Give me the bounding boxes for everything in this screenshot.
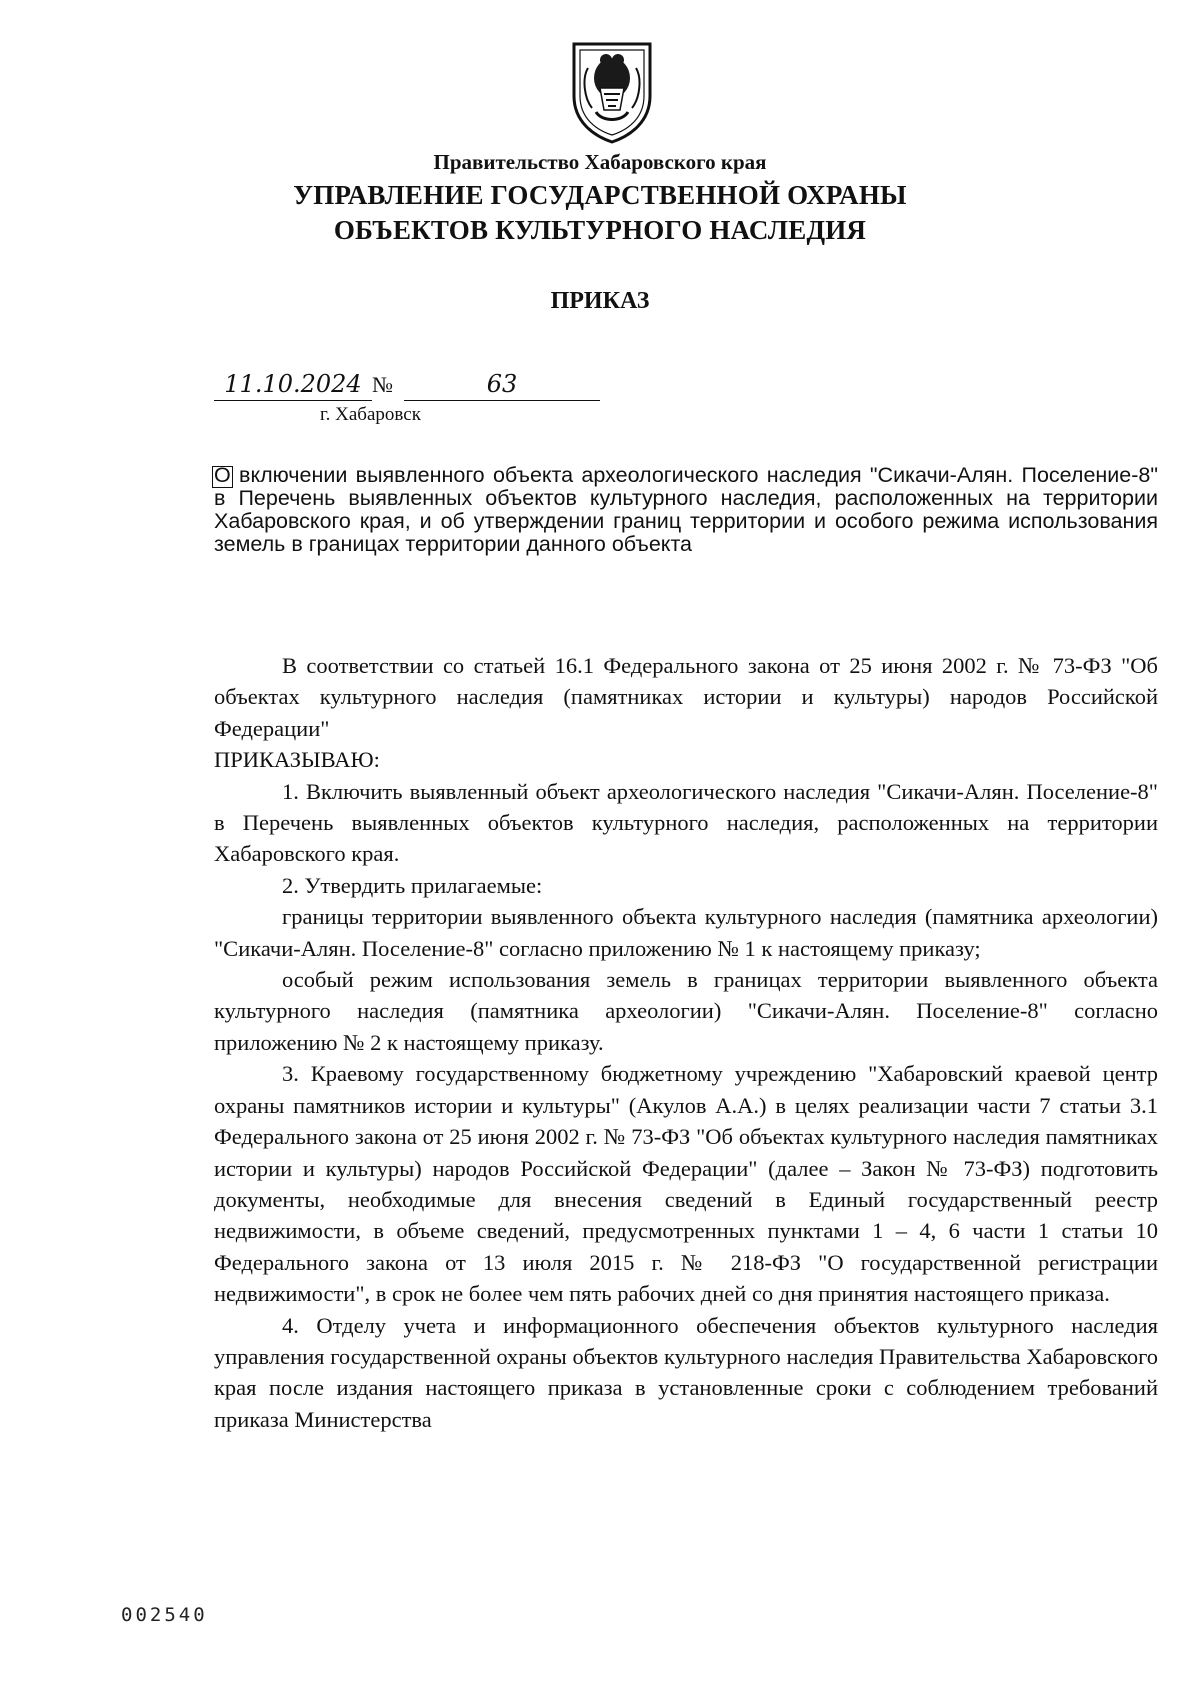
item-2-paragraph: 2. Утвердить прилагаемые:: [282, 872, 543, 898]
order-number: 63: [404, 368, 600, 401]
order-word: ПРИКАЗЫВАЮ:: [214, 747, 380, 773]
department-name-line1: УПРАВЛЕНИЕ ГОСУДАРСТВЕННОЙ ОХРАНЫ: [293, 180, 907, 210]
item-2b-paragraph: особый режим использования земель в границах территории выявленного объекта культурного наследия (памятника археологии) "Сикачи-Алян. Поселение-8" согласно приложению № 2 к настоящему приказу.: [214, 967, 1158, 1055]
item-2a-paragraph: границы территории выявленного объекта культурного наследия (памятника археологии) "Сикачи-Алян. Поселение-8" согласно приложению № 1 к настоящему приказу;: [214, 904, 1158, 961]
document-type-title: ПРИКАЗ: [550, 288, 650, 314]
government-name: Правительство Хабаровского края: [433, 150, 767, 174]
item-3-paragraph: 3. Краевому государственному бюджетному учреждению "Хабаровский краевой центр охраны памятников истории и культуры" (Акулов А.А.) в целях реализации части 7 статьи 3.1 Федерального закона от 25 июня 2002 г. № 73-ФЗ "Об объектах культурного наследия памятниках истории и культуры) народов Российской Федерации" (далее – Закон № 73-ФЗ) подготовить документы, необходимые для внесения сведений в Единый государственный реестр недвижимости, в объеме сведений, предусмотренных пунктами 1 – 4, 6 части 1 статьи 10 Федерального закона от 13 июля 2015 г. № 218-ФЗ "О государственной регистрации недвижимости", в срок не более чем пять рабочих дней со дня принятия настоящего приказа.: [214, 1061, 1158, 1307]
order-subject: О включении выявленного объекта археологического наследия "Сикачи-Алян. Поселение-8" в Перечень выявленных объектов культурного наследия, расположенных на территории Хабаровского края, и об утверждении границ территории и особого режима использования земель в границах территории данного объекта: [214, 463, 1158, 556]
department-name-line2: ОБЪЕКТОВ КУЛЬТУРНОГО НАСЛЕДИЯ: [333, 215, 867, 245]
order-date: 11.10.2024: [214, 368, 372, 401]
order-number-label: №: [372, 372, 393, 397]
item-4-paragraph: 4. Отделу учета и информационного обеспечения объектов культурного наследия управления государственной охраны объектов культурного наследия Правительства Хабаровского края после издания настоящего приказа в установленные сроки с соблюдением требований приказа Министерства: [214, 1312, 1158, 1432]
page-code: 002540: [121, 1604, 208, 1626]
preamble-paragraph: В соответствии со статьей 16.1 Федерального закона от 25 июня 2002 г. № 73-ФЗ "Об объектах культурного наследия (памятниках истории и культуры) народов Российской Федерации": [214, 653, 1158, 741]
order-body: [214, 650, 1158, 1435]
order-city: г. Хабаровск: [320, 404, 421, 425]
khabarovsk-krai-coat-of-arms-icon: [568, 38, 656, 144]
item-1-paragraph: 1. Включить выявленный объект археологического наследия "Сикачи-Алян. Поселение-8" в Перечень выявленных объектов культурного наследия, расположенных на территории Хабаровского края.: [214, 778, 1158, 867]
